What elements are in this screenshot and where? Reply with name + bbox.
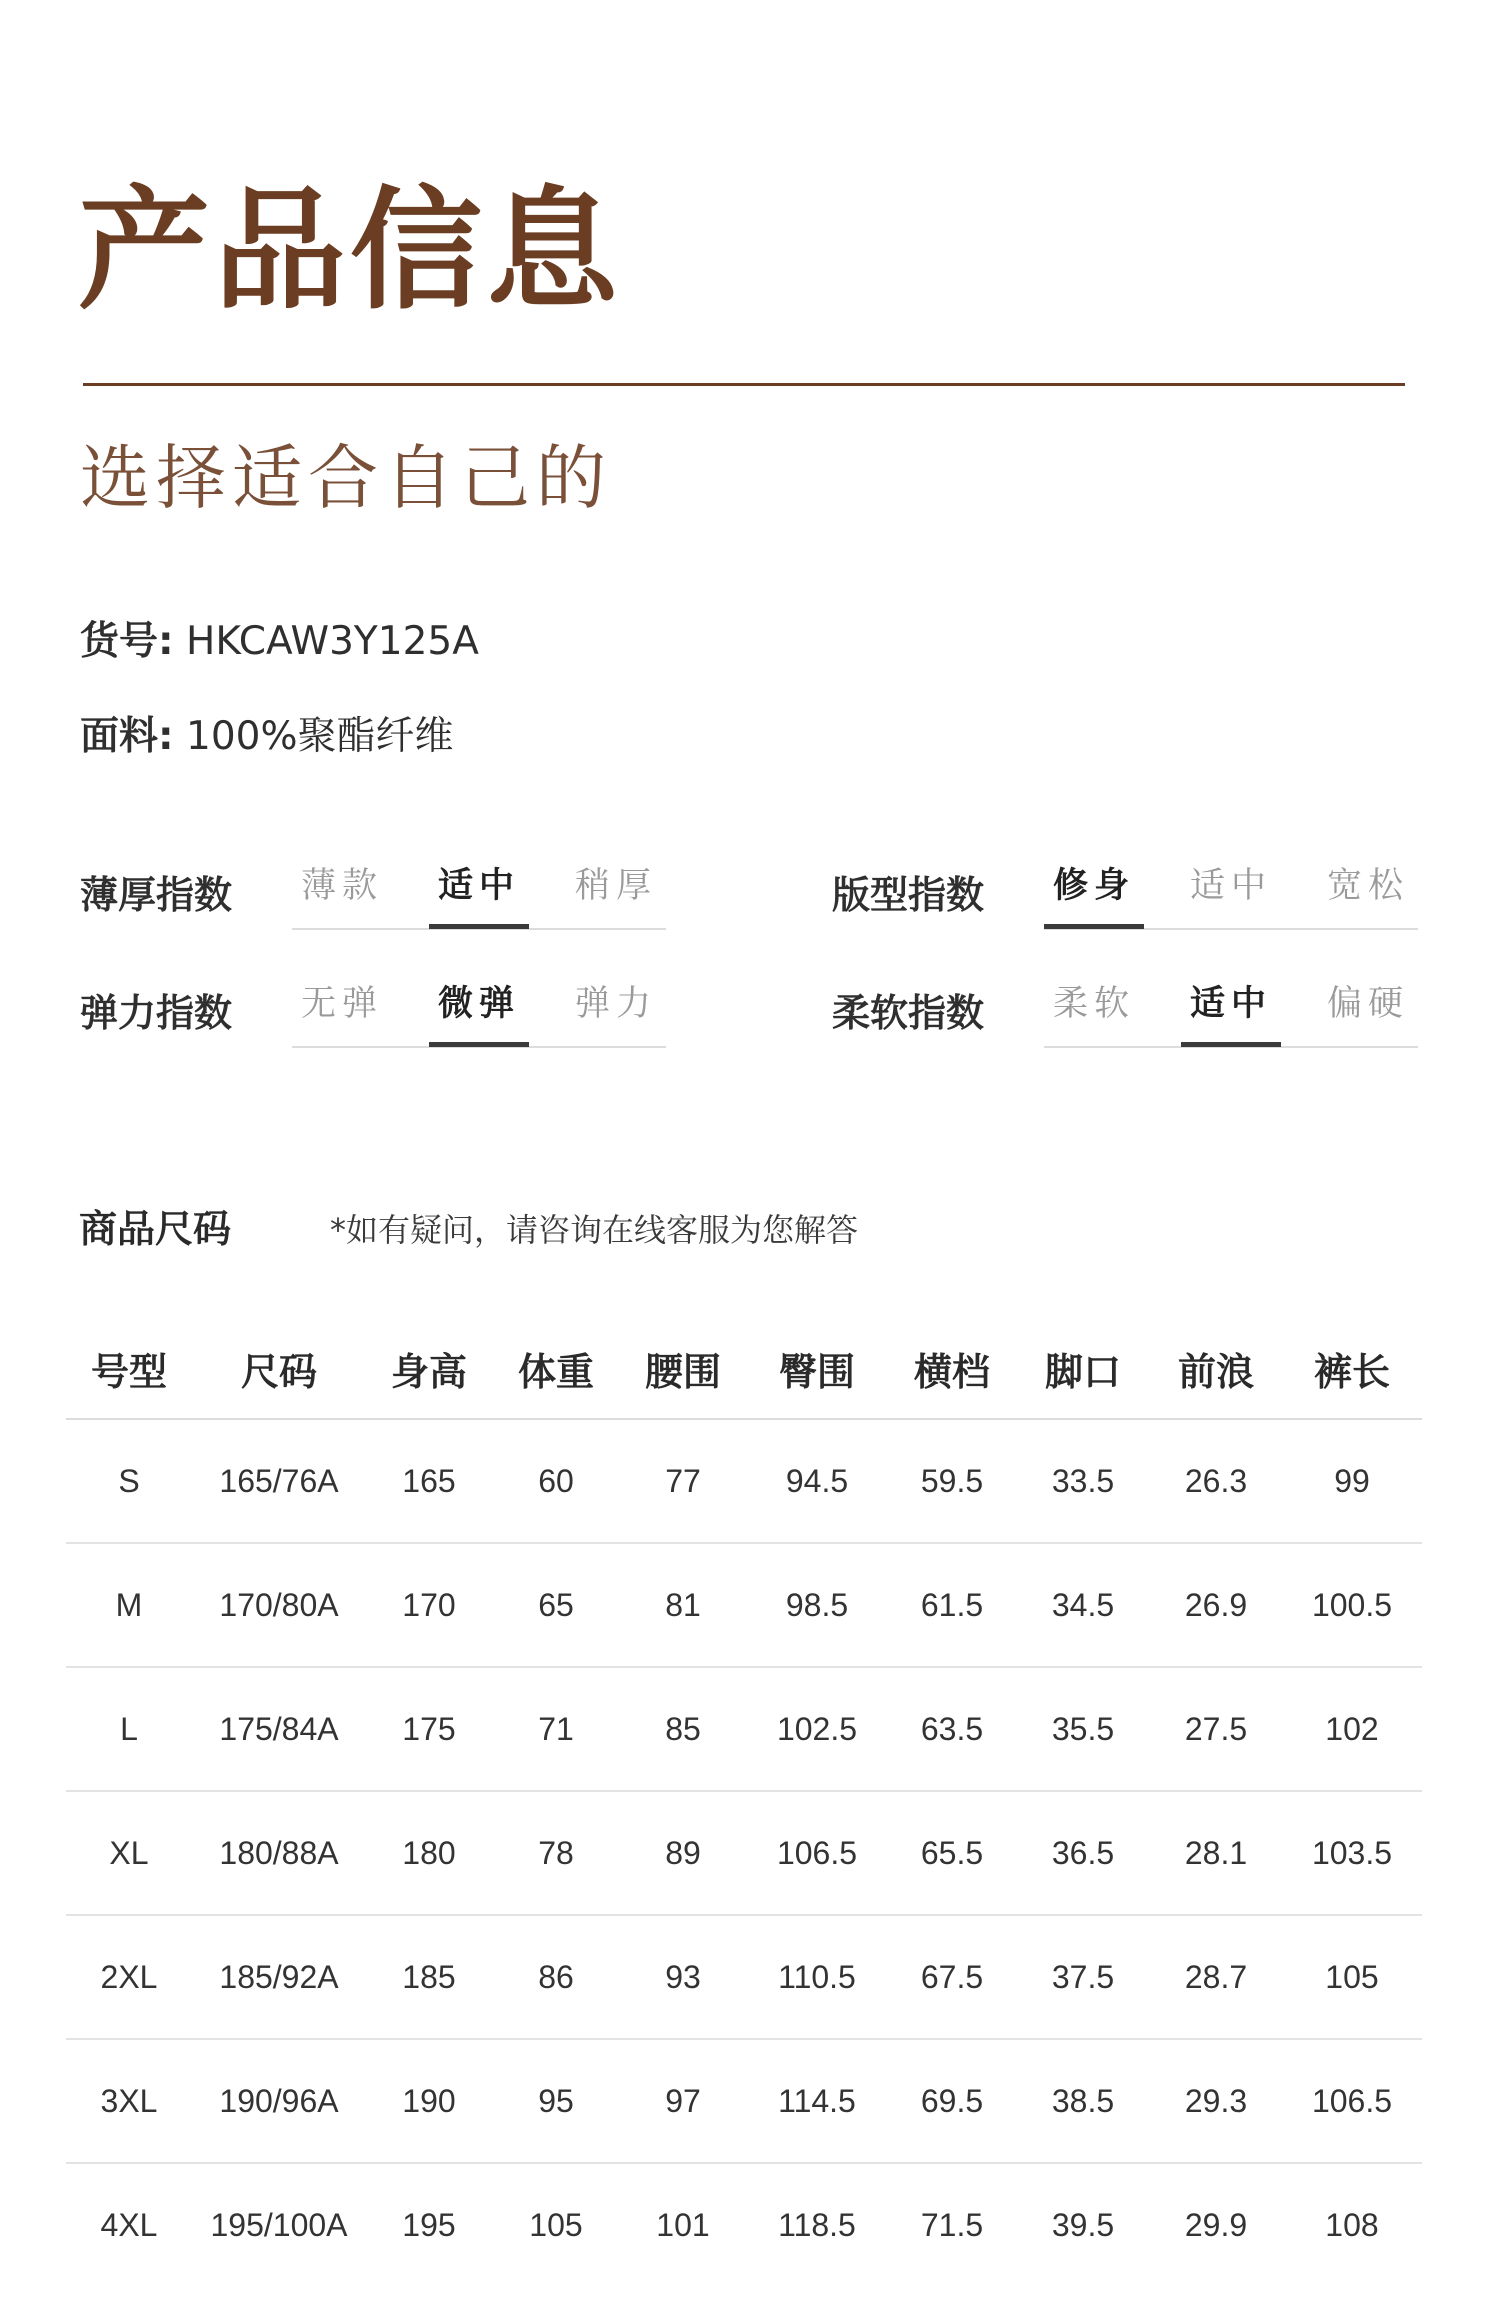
table-row [66, 1668, 1422, 1792]
table-cell: 165/76A [219, 1462, 339, 1499]
title-divider [83, 383, 1405, 386]
table-cell: 95 [538, 2082, 574, 2119]
table-cell: 103.5 [1311, 1834, 1393, 1871]
table-cell: 63.5 [920, 1710, 984, 1747]
table-cell: 102.5 [776, 1710, 858, 1747]
table-cell: 33.5 [1051, 1462, 1115, 1499]
column-header: 腰围 [644, 1349, 721, 1394]
table-cell: 170/80A [219, 1586, 339, 1623]
table-cell: 105 [529, 2206, 583, 2243]
index-options [1044, 860, 1418, 930]
table-cell: XL [109, 1834, 149, 1871]
table-cell: 35.5 [1051, 1710, 1115, 1747]
column-header: 身高 [390, 1349, 467, 1394]
table-cell: 34.5 [1051, 1586, 1115, 1623]
softness-index [832, 978, 1432, 1048]
table-cell: 26.3 [1184, 1462, 1248, 1499]
size-section-title: 商品尺码 [79, 1207, 232, 1251]
page-title: 产品信息 [78, 174, 622, 328]
column-header: 体重 [517, 1349, 594, 1394]
fit-index [832, 860, 1432, 930]
table-cell: 110.5 [778, 1958, 856, 1995]
table-cell: 180/88A [219, 1834, 339, 1871]
sku-label: 货号: [80, 619, 174, 664]
table-cell: 60 [538, 1462, 574, 1499]
table-cell: 77 [665, 1462, 701, 1499]
index-options [1044, 978, 1418, 1048]
table-cell: 108 [1325, 2206, 1379, 2243]
table-cell: 170 [402, 1586, 456, 1623]
table-cell: 180 [402, 1834, 456, 1871]
table-cell: 29.3 [1184, 2082, 1248, 2119]
table-cell: 67.5 [920, 1958, 984, 1995]
table-cell: 185/92A [219, 1958, 339, 1995]
index-label: 柔软指数 [832, 991, 985, 1035]
index-option: 无弹 [300, 984, 383, 1024]
index-label: 版型指数 [832, 873, 985, 917]
table-cell: 94.5 [785, 1462, 849, 1499]
table-cell: 86 [538, 1958, 574, 1995]
fabric-value: 100%聚酯纤维 [186, 714, 454, 759]
table-row [66, 1420, 1422, 1544]
fabric-info [80, 714, 454, 759]
table-cell: 71 [538, 1710, 574, 1747]
table-row [66, 2164, 1422, 2286]
table-row [66, 2040, 1422, 2164]
index-label: 弹力指数 [80, 991, 233, 1035]
index-option: 适中 [1181, 978, 1281, 1047]
column-header: 脚口 [1044, 1349, 1121, 1394]
table-cell: S [118, 1462, 140, 1499]
table-cell: 59.5 [920, 1462, 984, 1499]
table-cell: 81 [665, 1586, 701, 1623]
table-cell: 2XL [100, 1958, 158, 1995]
table-cell: 190 [402, 2082, 456, 2119]
table-cell: 93 [665, 1958, 701, 1995]
table-cell: 37.5 [1051, 1958, 1115, 1995]
table-cell: 71.5 [920, 2206, 984, 2243]
table-cell: 101 [656, 2206, 710, 2243]
column-header: 臀围 [778, 1349, 855, 1394]
table-cell: 3XL [100, 2082, 158, 2119]
table-cell: 78 [538, 1834, 574, 1871]
table-row [66, 1916, 1422, 2040]
table-cell: 29.9 [1184, 2206, 1248, 2243]
table-cell: 39.5 [1051, 2206, 1115, 2243]
table-cell: 98.5 [785, 1586, 849, 1623]
index-option: 薄款 [300, 866, 383, 906]
table-cell: 175 [402, 1710, 456, 1747]
table-row [66, 1792, 1422, 1916]
table-cell: 106.5 [1311, 2082, 1393, 2119]
table-cell: 4XL [100, 2206, 158, 2243]
table-cell: 61.5 [920, 1586, 984, 1623]
index-option: 适中 [1189, 866, 1272, 906]
table-cell: 26.9 [1184, 1586, 1248, 1623]
table-cell: 100.5 [1311, 1586, 1393, 1623]
sku-info [80, 619, 479, 664]
table-cell: M [115, 1586, 143, 1623]
size-table-header [66, 1318, 1422, 1420]
table-cell: 28.7 [1184, 1958, 1248, 1995]
index-option: 修身 [1044, 860, 1144, 929]
table-cell: 105 [1325, 1958, 1379, 1995]
sku-value: HKCAW3Y125A [186, 619, 479, 664]
table-cell: 185 [402, 1958, 456, 1995]
size-table-body [66, 1420, 1422, 2286]
column-header: 裤长 [1313, 1349, 1390, 1394]
table-cell: 195 [402, 2206, 456, 2243]
table-cell: 114.5 [778, 2082, 856, 2119]
index-option: 适中 [429, 860, 529, 929]
page-subtitle: 选择适合自己的 [80, 437, 612, 519]
table-cell: 118.5 [778, 2206, 856, 2243]
table-cell: 27.5 [1184, 1710, 1248, 1747]
table-cell: 97 [665, 2082, 701, 2119]
table-cell: 195/100A [210, 2206, 348, 2243]
fabric-label: 面料: [80, 714, 174, 759]
table-cell: 65 [538, 1586, 574, 1623]
table-cell: L [120, 1710, 138, 1747]
column-header: 横档 [913, 1349, 990, 1394]
table-cell: 89 [665, 1834, 701, 1871]
column-header: 号型 [90, 1349, 167, 1394]
table-cell: 36.5 [1051, 1834, 1115, 1871]
size-section-note: *如有疑问，请咨询在线客服为您解答 [330, 1211, 859, 1249]
stretch-index [80, 978, 680, 1048]
table-cell: 165 [402, 1462, 456, 1499]
table-row [66, 1544, 1422, 1668]
table-cell: 175/84A [219, 1710, 339, 1747]
index-options [292, 978, 666, 1048]
size-table [66, 1318, 1422, 2286]
table-cell: 190/96A [219, 2082, 339, 2119]
table-cell: 106.5 [776, 1834, 858, 1871]
table-cell: 65.5 [920, 1834, 984, 1871]
column-header: 前浪 [1177, 1349, 1254, 1394]
index-option: 稍厚 [574, 866, 657, 906]
table-cell: 69.5 [920, 2082, 984, 2119]
index-option: 偏硬 [1326, 984, 1409, 1024]
index-option: 弹力 [574, 984, 657, 1024]
table-cell: 38.5 [1051, 2082, 1115, 2119]
table-cell: 85 [665, 1710, 701, 1747]
column-header: 尺码 [240, 1349, 317, 1394]
index-label: 薄厚指数 [80, 873, 233, 917]
index-options [292, 860, 666, 930]
table-cell: 28.1 [1184, 1834, 1248, 1871]
index-option: 宽松 [1326, 866, 1409, 906]
index-option: 柔软 [1052, 984, 1135, 1024]
thickness-index [80, 860, 680, 930]
table-cell: 102 [1325, 1710, 1379, 1747]
index-option: 微弹 [429, 978, 529, 1047]
table-cell: 99 [1334, 1462, 1370, 1499]
